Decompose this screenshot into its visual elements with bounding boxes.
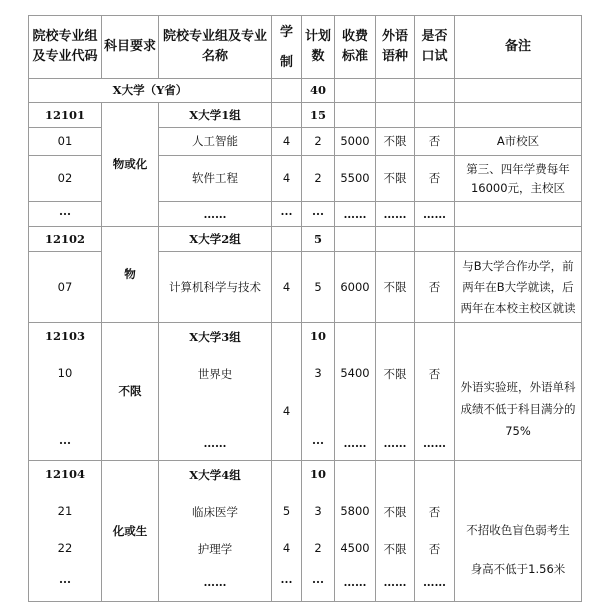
major-years: 4: [282, 541, 291, 555]
major-code: 10: [57, 366, 73, 380]
major-fee: 6000: [340, 279, 370, 294]
major-note: 第三、四年学费每年 16000元，主校区: [466, 161, 570, 195]
major-plan: 5: [314, 279, 322, 294]
major-name: 世界史: [197, 367, 233, 381]
header-language: 外语 语种: [381, 29, 408, 64]
group1-name: X大学1组: [189, 107, 241, 122]
major-language: 不限: [383, 134, 407, 148]
grid-line: [28, 601, 582, 602]
group2-subject: 物: [124, 267, 136, 281]
ellipsis: ···: [58, 575, 71, 589]
header-remarks: 备注: [504, 39, 531, 54]
major-oral: 否: [428, 279, 441, 294]
major-fee: 5400: [340, 366, 370, 380]
ellipsis: ……: [203, 206, 227, 221]
major-oral: 否: [428, 171, 441, 185]
major-note: 与B大学合作办学，前 两年在B大学就读，后 两年在本校主校区就读: [460, 258, 576, 315]
ellipsis: ……: [203, 575, 227, 589]
ellipsis: ……: [423, 575, 446, 589]
major-fee: 5000: [340, 134, 370, 148]
major-fee: 5800: [340, 504, 370, 518]
major-years: 4: [282, 404, 291, 418]
ellipsis: ···: [58, 436, 71, 450]
major-language: 不限: [383, 505, 407, 519]
remark-color-vision: 不招收色盲色弱考生: [466, 523, 570, 537]
ellipsis: ……: [423, 436, 446, 450]
ellipsis: ···: [311, 206, 324, 221]
major-plan: 3: [314, 504, 322, 518]
major-plan: 2: [314, 134, 322, 148]
ellipsis: ……: [383, 575, 407, 589]
ellipsis: ……: [203, 436, 227, 450]
major-language: 不限: [383, 367, 407, 381]
major-code: 22: [57, 541, 73, 555]
major-oral: 否: [428, 542, 441, 556]
grid-line: [581, 15, 582, 602]
header-group-code: 院校专业组 及专业代码: [32, 29, 98, 64]
major-plan: 2: [314, 541, 322, 555]
major-code: 21: [57, 504, 73, 518]
group4-name: X大学4组: [189, 468, 241, 482]
major-language: 不限: [383, 542, 407, 556]
group2-code: 12102: [44, 231, 85, 246]
header-fee: 收费 标准: [341, 29, 368, 64]
major-note: A市校区: [496, 134, 540, 148]
school-name: X大学（Y省）: [112, 83, 188, 97]
major-years: 4: [282, 171, 291, 185]
ellipsis: ……: [343, 575, 367, 589]
major-fee: 4500: [340, 541, 370, 555]
major-name: 人工智能: [192, 134, 238, 148]
major-code: 01: [57, 134, 73, 148]
ellipsis: ···: [280, 206, 293, 221]
group1-code: 12101: [44, 107, 85, 122]
major-oral: 否: [428, 134, 441, 148]
ellipsis: ···: [58, 206, 71, 221]
header-oral-exam: 是否 口试: [421, 29, 448, 64]
ellipsis: ……: [383, 436, 407, 450]
major-plan: 3: [314, 366, 322, 380]
group4-subject: 化或生: [112, 523, 148, 538]
major-name: 护理学: [197, 542, 233, 556]
ellipsis: ……: [343, 436, 367, 450]
major-oral: 否: [428, 505, 441, 519]
group1-subject: 物或化: [112, 157, 148, 171]
header-plan-count: 计划 数: [304, 29, 331, 64]
major-name: 计算机科学与技术: [169, 279, 261, 294]
ellipsis: ……: [423, 206, 446, 221]
group3-name: X大学3组: [189, 330, 241, 344]
major-language: 不限: [383, 279, 407, 294]
major-years: 4: [282, 279, 291, 294]
major-plan: 2: [314, 171, 322, 185]
ellipsis: ···: [311, 436, 324, 450]
major-code: 07: [57, 279, 73, 294]
major-note: 外语实验班，外语单科 成绩不低于科目满分的 75%: [460, 380, 576, 438]
major-name: 软件工程: [192, 171, 238, 185]
major-oral: 否: [428, 367, 441, 381]
group2-plan: 5: [313, 231, 322, 246]
major-name: 临床医学: [192, 505, 238, 519]
remark-height: 身高不低于1.56米: [470, 562, 566, 576]
ellipsis: ···: [280, 575, 293, 589]
group1-plan: 15: [309, 107, 326, 122]
header-subject-requirement: 科目要求: [103, 39, 156, 54]
header-study-years: 学 制: [279, 24, 293, 70]
major-code: 02: [57, 171, 73, 185]
group3-plan: 10: [309, 329, 326, 343]
ellipsis: ……: [343, 206, 367, 221]
group4-code: 12104: [44, 467, 85, 481]
group3-code: 12103: [44, 329, 85, 343]
ellipsis: ……: [383, 206, 407, 221]
major-years: 4: [282, 134, 291, 148]
header-group-name: 院校专业组及专业 名称: [162, 29, 267, 64]
school-plan: 40: [309, 83, 326, 97]
ellipsis: ···: [311, 575, 324, 589]
major-language: 不限: [383, 171, 407, 185]
group4-plan: 10: [309, 467, 326, 481]
major-years: 5: [282, 504, 291, 518]
group3-subject: 不限: [118, 384, 142, 398]
group2-name: X大学2组: [189, 231, 241, 246]
major-fee: 5500: [340, 171, 370, 185]
